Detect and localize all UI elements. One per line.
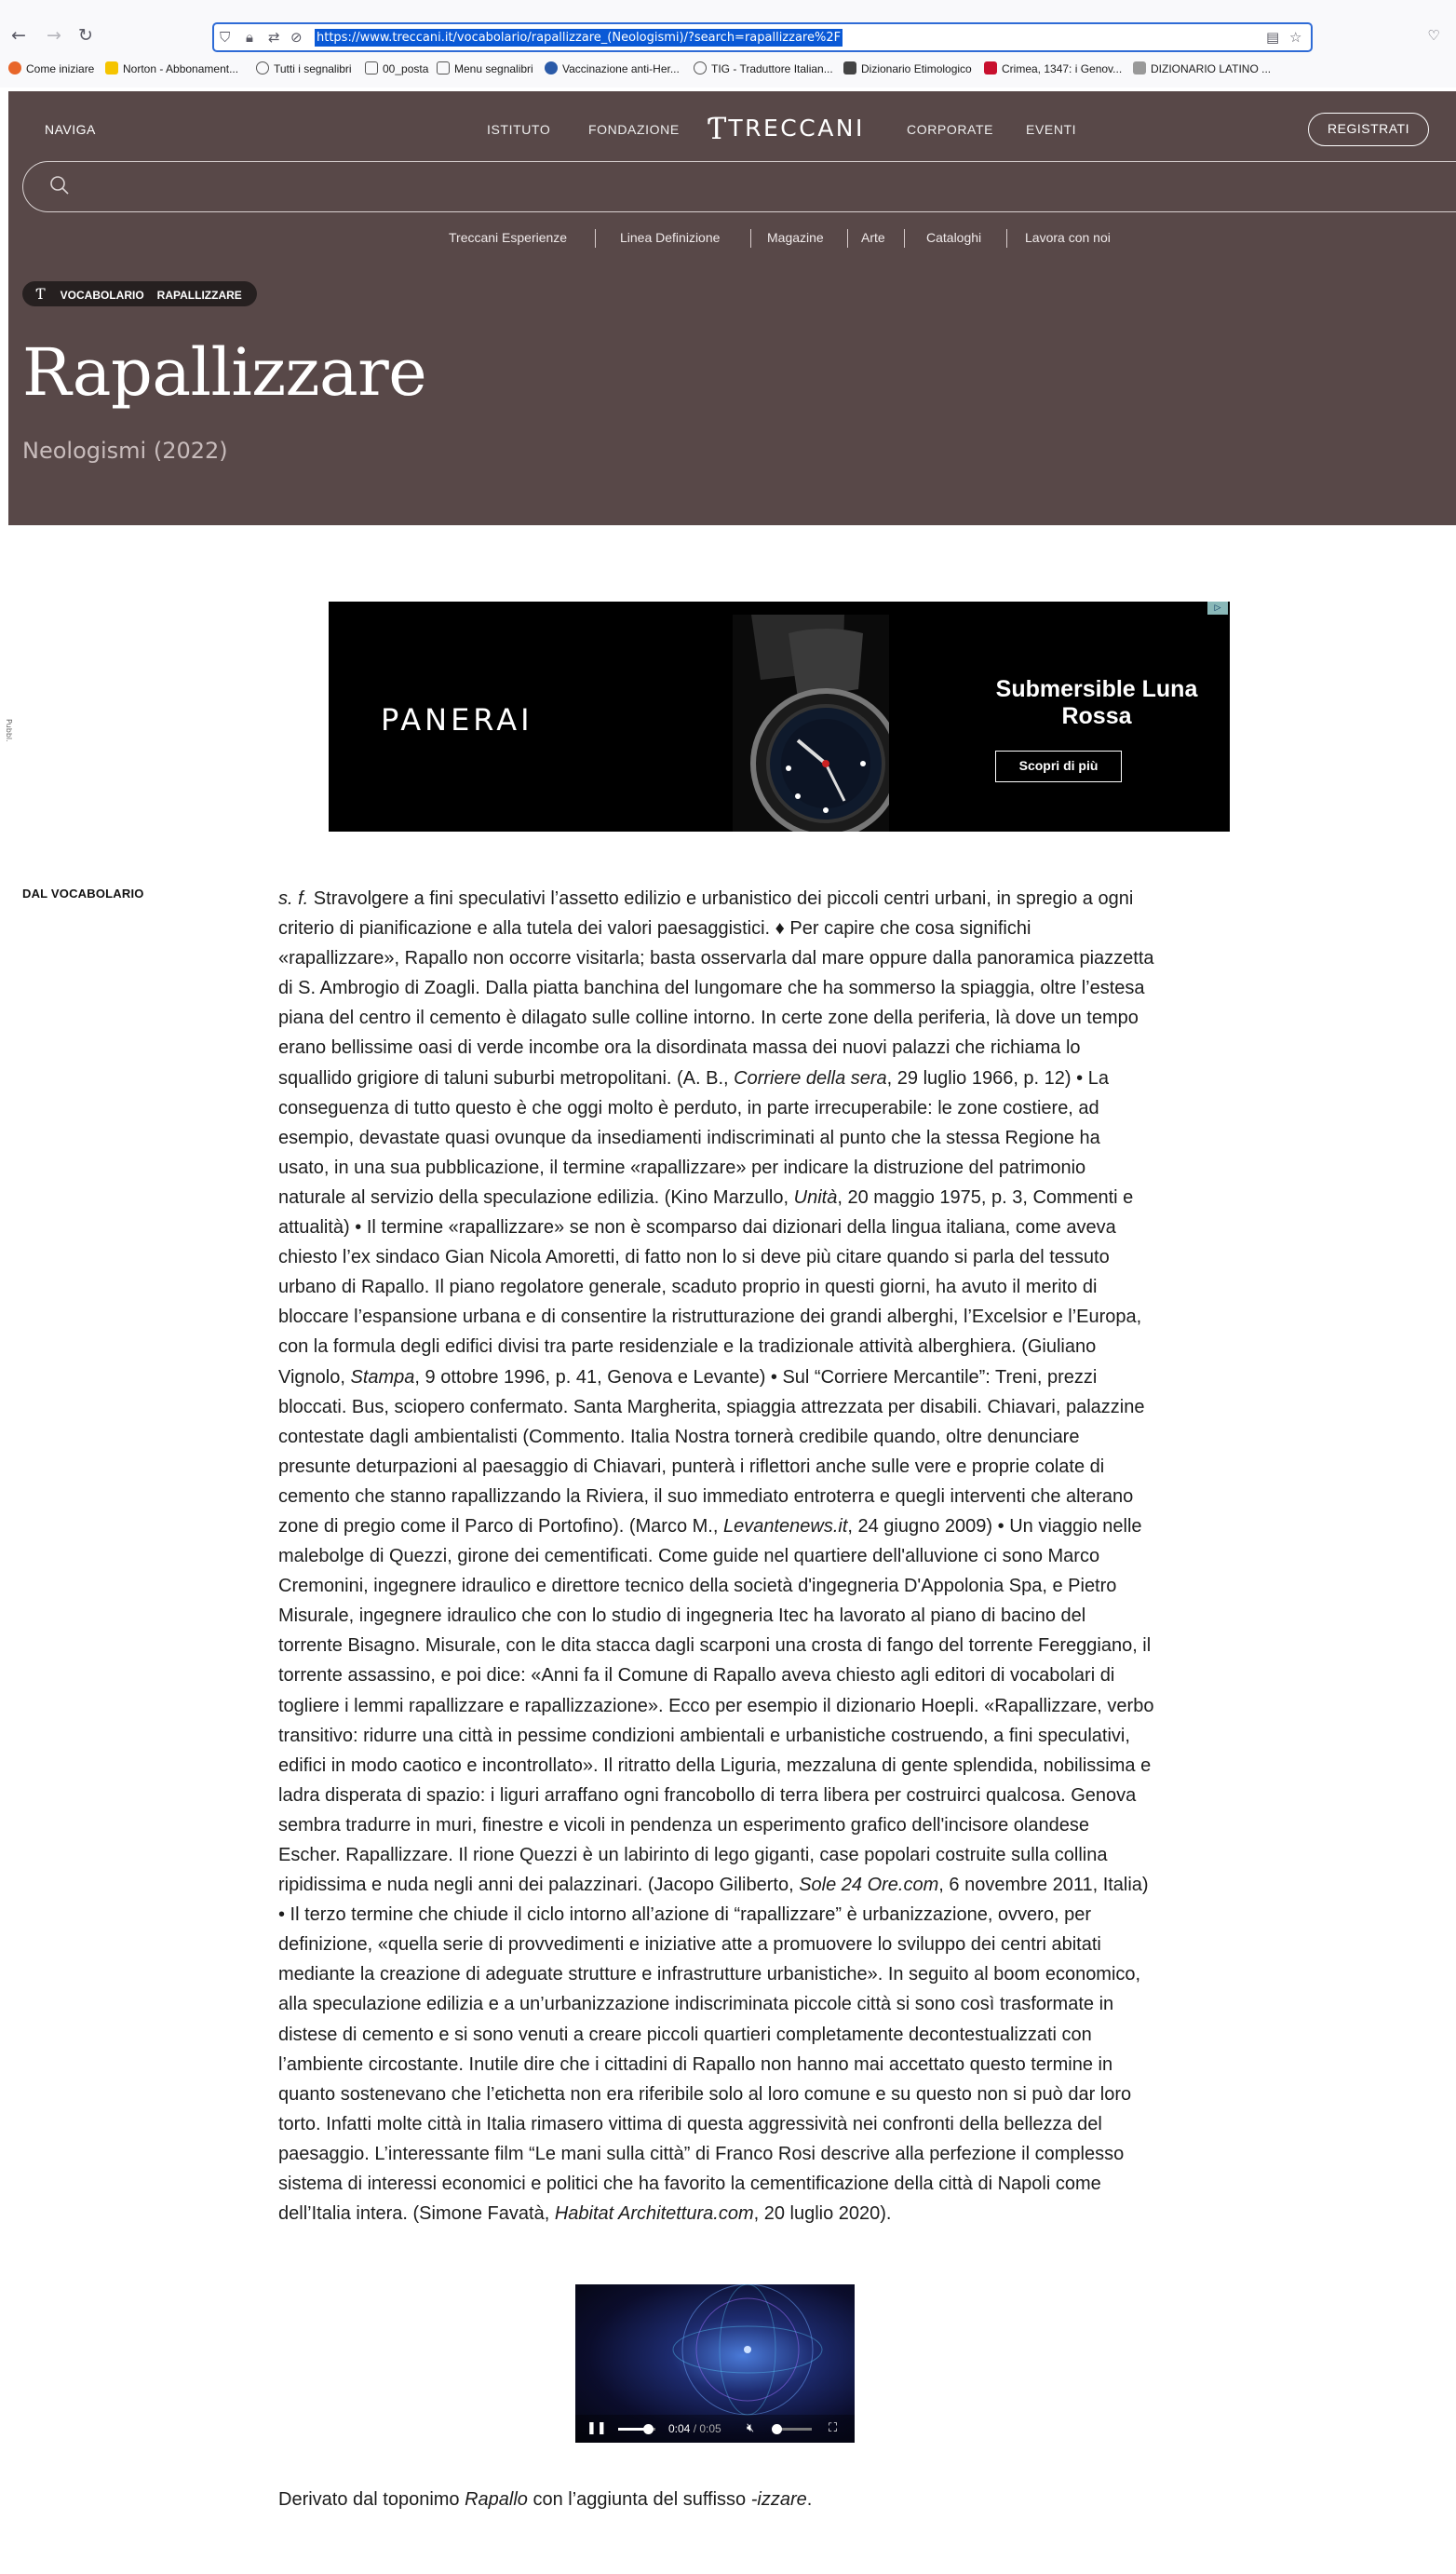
watch-image [733,615,891,832]
text-segment: , 24 giugno 2009) • Un viaggio nelle malebolge di Quezzi, girone dei cementificati. Come guide nel quartiere dell'alluvione ci sono Marco Cremonini, ingegnere idraulico e direttore tecnico della società d'ingegneria D'Appolonia Spa, e Pietro Misurale, ingegnere idraulico che con lo studio di ingegneria Itec ha lavorato al piano di bacino del torrente Bisagno. Misurale, con le dita stacca dagli scarponi una crosta di fango del torrente Fereggiano, il torrente assassino, e poi dice: «Anni fa il Comune di Rapallo aveva chiesto agli editori di vocabolari di togliere i lemmi rapallizzare e rapallizzazione». Ecco per esempio il dizionario Hoepli. «Rapallizzare, verbo transitivo: ridurre una città in pessime condizioni ambientali e urbanistiche costruendo, a fini speculativi, edifici in modo caotico e incontrollato». Il ritratto della Liguria, mezzaluna di gente splendida, nobilissima e ladra disperata di spazio: i liguri arraffano ogni francobollo di terra libera per costruirci qualcosa. Genova sembra tradurre in muri, finestre e vicoli in pendenza un esperimento grafico dell'incisore olandese Escher. Rapallizzare. Il rione Quezzi è un labirinto di lego giganti, case popolari costruite sulla collina ripidissima e nuda negli anni dei palazzinari. (Jacopo Giliberto, [278,1515,1154,1896]
ad-headline: Submersible Luna Rossa [995,676,1198,729]
etymology-text [278,2489,812,2511]
permissions-icon[interactable]: ⇄ [268,29,280,46]
reader-view-icon[interactable]: ▤ [1266,29,1280,46]
bookmark-item[interactable]: Come iniziare [8,60,94,78]
text-segment: , 6 novembre 2011, Italia) • Il terzo termine che chiude il ciclo intorno all’azione di “rapallizzare” è urbanizzazione, ovvero, per definizione, «quella serie di provvedimenti e iniziative atte a promuovere lo sviluppo dei centri abitati mediante la creazione di adeguate strutture e infrastrutture urbanistiche». In seguito al boom economico, alla speculazione edilizia e a un’urbanizzazione indiscriminata piccole città si sono così trasformate in distese di cemento e si sono venuti a creare piccoli quartieri completamente decontestualizzati con l’ambiente circostante. Inutile dire che i cittadini di Rapallo non hanno mai accettato questo termine in quanto sostenevano che l’etichetta non era riferibile solo al loro comune e su questo non si può dar loro torto. Infatti molte città in Italia rimasero vittima di questa aggressività nei confronti della bellezza del paesaggio. L’interessante film “Le mani sulla città” di Franco Rosi descrive alla perfezione il complesso sistema di interessi economici e politici che ha favorito la cementificazione della città di Napoli come dell’Italia intera. (Simone Favatà, [278,1875,1149,2225]
bookmark-item[interactable]: Norton - Abbonament... [105,60,238,78]
browser-chrome [0,0,1456,88]
definition-text [278,884,1154,2229]
address-bar[interactable] [212,22,1313,52]
treccani-mark-icon[interactable]: Ƭ [35,285,46,303]
pause-icon[interactable]: ❚❚ [586,2421,607,2435]
text-segment: Derivato dal toponimo [278,2489,465,2510]
citation-source: Unità [793,1186,838,1208]
search-icon [49,175,70,196]
search-input[interactable] [22,161,1456,212]
subnav-magazine[interactable]: Magazine [767,230,824,245]
citation-source: Rapallo [465,2489,528,2510]
page-subtitle: Neologismi (2022) [22,438,228,464]
url-text[interactable]: https://www.treccani.it/vocabolario/rapallizzare_(Neologismi)/?search=rapallizzare%2F [317,31,842,45]
citation-source: s. f. [278,888,309,909]
breadcrumb [22,281,257,306]
browser-nav-row [0,19,1456,52]
text-segment: , 20 luglio 2020). [753,2203,892,2225]
citation-source: Levantenews.it [722,1515,848,1537]
subnav-linea-definizione[interactable]: Linea Definizione [620,230,721,245]
naviga-menu[interactable]: NAVIGA [45,122,96,137]
video-player[interactable] [575,2284,855,2443]
volume-handle[interactable] [772,2424,782,2434]
site-icon [843,61,856,75]
pocket-icon[interactable]: ♡ [1427,27,1440,44]
back-icon[interactable]: ← [11,25,26,46]
site-icon [1133,61,1146,75]
citation-source: -izzare [750,2489,807,2510]
advertisement-banner[interactable] [329,602,1230,832]
shield-icon[interactable]: ⛉ [220,29,231,46]
ad-cta-button[interactable]: Scopri di più [995,751,1122,782]
bookmark-item[interactable]: Dizionario Etimologico [843,60,972,78]
text-segment: con l’aggiunta del suffisso [527,2489,751,2510]
citation-source: Corriere della sera [734,1067,887,1089]
subnav-treccani-esperienze[interactable]: Treccani Esperienze [449,230,568,245]
globe-icon [694,61,707,75]
treccani-logo-mark: Ƭ [707,111,727,146]
seek-handle[interactable] [643,2424,654,2434]
divider [1006,229,1007,248]
breadcrumb-vocabolario[interactable]: VOCABOLARIO [60,289,144,302]
divider [595,229,596,248]
treccani-logo[interactable]: ƬTRECCANI [707,111,865,146]
folder-icon [365,61,378,75]
top-navigation [8,91,1456,164]
bookmark-item[interactable]: Vaccinazione anti-Her... [545,60,680,78]
duration: / 0:05 [693,2422,721,2435]
secondary-navigation [8,229,1456,251]
adchoices-icon[interactable]: ▷ [1207,602,1228,615]
side-tab[interactable]: Pubbl. [5,719,13,742]
bookmark-folder[interactable]: 00_posta [365,60,428,78]
tracking-icon[interactable]: ⊘ [290,29,303,46]
nav-corporate[interactable]: CORPORATE [907,122,994,137]
site-icon [984,61,997,75]
subnav-cataloghi[interactable]: Cataloghi [926,230,982,245]
gear-icon [256,61,269,75]
text-segment: Stravolgere a fini speculativi l’assetto edilizio e urbanistico dei piccoli centri urbani, in spregio a ogni criterio di pianificazione e alla tutela dei valori paesaggistici. ♦ Per capire che cosa significhi «rapallizzare», Rapallo non occorre visitarla; basta osservarla dal mare oppure dalla panoramica piazzetta di S. Ambrogio di Zoagli. Dalla piatta banchina del lungomare che ha sommerso la spiaggia, oltre l’estesa piana del centro il cemento è dilagato sulle colline intorno. In certe zone della periferia, là dove un tempo erano bellissime oasi di verde incombe ora la disordinata massa dei nuovi palazzi che richiama lo squallido grigiore di taluni suburbi metropolitani. (A. B., [278,888,1154,1089]
firefox-icon [8,61,21,75]
fullscreen-icon[interactable]: ⛶ [829,2421,838,2435]
forward-icon[interactable]: → [47,25,61,46]
ad-brand: PANERAI [381,702,533,738]
text-segment: , 29 luglio 1966, p. 12) • La conseguenza di tutto questo è che oggi molto è perduto, in parte irrecuperabile: le zone costiere, ad esempio, devastate quasi ovunque da insediamenti indiscriminati al punto che la stessa Regione ha usato, in una sua pubblicazione, il termine «rapallizzare» per indicare la distruzione del patrimonio naturale al servizio della speculazione edilizia. (Kino Marzullo, [278,1067,1109,1208]
reload-icon[interactable]: ↻ [78,25,93,46]
bookmark-item[interactable]: DIZIONARIO LATINO ... [1133,60,1271,78]
lock-icon[interactable]: 🔒︎ [246,29,253,46]
volume-slider[interactable] [775,2428,812,2431]
section-label: DAL VOCABOLARIO [22,887,144,901]
citation-source: Sole 24 Ore.com [799,1875,939,1896]
nav-fondazione[interactable]: FONDAZIONE [588,122,680,137]
bookmark-item[interactable]: Tutti i segnalibri [256,60,352,78]
text-segment: , 9 ottobre 1996, p. 41, Genova e Levante) • Sul “Corriere Mercantile”: Treni, prezzi bloccati. Bus, sciopero confermato. Santa Margherita, spiaggia attrezzata per disabili. Chiavari, palazzine contestate dagli ambientalisti (Commento. Italia Nostra tornerà credibile quando, oltre denunciare presunte deturpazioni al paesaggio di Chiavari, punterà i riflettori anche sulle vere e proprie colate di cemento che stanno rapallizzando la Riviera, il suo immediato entroterra e quegli interventi che alterano zone di pregio come il Parco di Portofino). (Marco M., [278,1366,1145,1537]
folder-icon [437,61,450,75]
breadcrumb-current: RAPALLIZZARE [156,289,242,302]
citation-source: Habitat Architettura.com [554,2203,754,2225]
current-time: 0:04 [668,2422,691,2435]
site-icon [545,61,558,75]
site-header [8,91,1456,525]
bookmark-folder[interactable]: Menu segnalibri [437,60,533,78]
divider [904,229,905,248]
register-button[interactable]: REGISTRATI [1308,113,1429,146]
text-segment: . [806,2489,813,2510]
subnav-lavora-con-noi[interactable]: Lavora con noi [1025,230,1111,245]
subnav-arte[interactable]: Arte [861,230,885,245]
divider [750,229,751,248]
nav-istituto[interactable]: ISTITUTO [487,122,551,137]
seek-slider[interactable] [618,2428,655,2431]
text-segment: , 20 maggio 1975, p. 3, Commenti e attualità) • Il termine «rapallizzare» se non è scomparso dai dizionari della lingua italiana, come aveva chiesto l’ex sindaco Gian Nicola Amoretti, di fatto non lo si deve più citare quando si parla del tessuto urbano di Rapallo. Il piano regolatore generale, scaduto proprio in questi giorni, ha avuto il merito di bloccare l’espansione urbana e di consentire la ristrutturazione dei grandi alberghi, l’Excelsior e l’Europa, con la formula degli edifici divisi tra parte residenziale e la tradizionale attività alberghiera. (Giuliano Vignolo, [278,1186,1142,1388]
video-time [668,2422,721,2435]
divider [847,229,848,248]
nav-eventi[interactable]: EVENTI [1026,122,1077,137]
mute-icon[interactable]: 🔇︎ [747,2421,755,2435]
bookmark-star-icon[interactable]: ☆ [1289,29,1302,46]
page-title: Rapallizzare [22,334,427,411]
citation-source: Stampa [350,1366,415,1388]
bookmarks-bar [0,58,1456,80]
bookmark-item[interactable]: TIG - Traduttore Italian... [694,60,833,78]
bookmark-item[interactable]: Crimea, 1347: i Genov... [984,60,1122,78]
video-controls [575,2415,855,2443]
norton-icon [105,61,118,75]
